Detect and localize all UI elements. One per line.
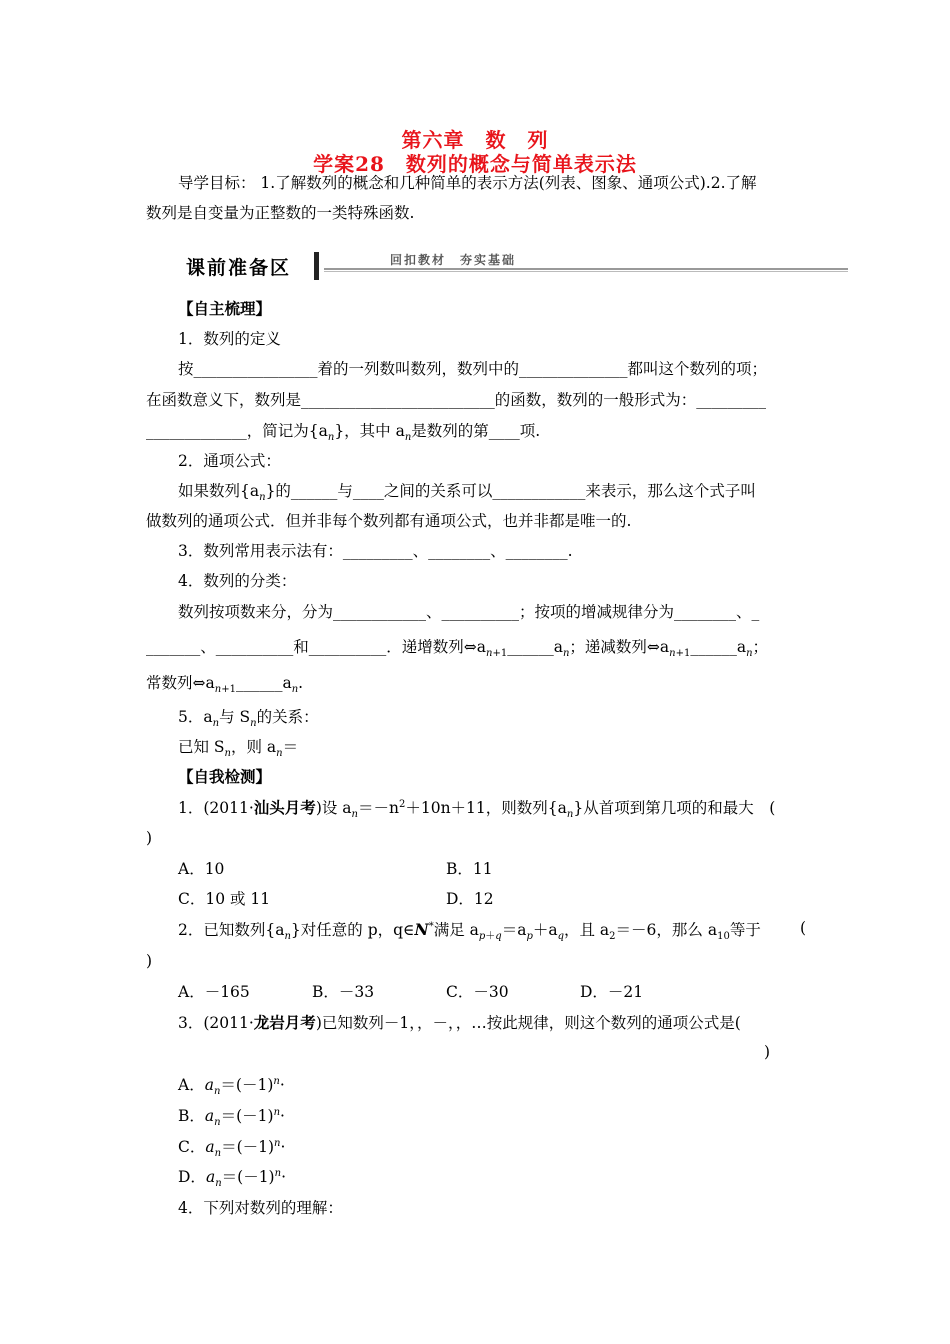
banner-subtitle: 回扣教材 夯实基础: [390, 253, 517, 267]
section-2-line-1: 如果数列$\{a_n\}$的______与____之间的关系可以____________来表示，那么这个式子叫: [178, 482, 756, 504]
section-5-line-1: 已知 $S_n$，则 $a_n=$: [178, 738, 299, 760]
q2-option-a: A．－165: [178, 983, 250, 1001]
question-3-close-paren: ): [764, 1043, 771, 1061]
section-1-line-1: 按________________着的一列数叫数列，数列中的______________都叫这个数列的项；: [178, 360, 768, 378]
banner-rule: [324, 268, 848, 270]
question-1-close-paren: ): [146, 829, 153, 847]
section-5-title: 5．$a_n$与 $S_n$的关系：: [178, 708, 319, 730]
section-3: 3．数列常用表示法有：_________、________、________.: [178, 542, 573, 560]
question-3: 3．(2011·龙岩月考)已知数列－1，，－，，…按此规律，则这个数列的通项公式是(: [178, 1013, 741, 1032]
q1-option-a: A．10: [178, 860, 225, 878]
section-4-line-3: 常数列$\Leftrightarrow a_{n+1}\_\_\_\_\_\_a_n$.: [146, 674, 304, 696]
banner-label: 课前准备区: [186, 257, 292, 279]
q2-option-c: C．－30: [446, 983, 509, 1001]
q3-option-b: B．$a_n=(-1)^n\cdot$: [178, 1106, 285, 1129]
chapter-title: 第六章 数 列: [401, 128, 549, 152]
section-2-title: 2．通项公式：: [178, 452, 281, 470]
section-4-line-2: _______、__________和__________．递增数列$\Leftrightarrow a_{n+1}\_\_\_\_\_\_a_n$；递减数列$\Leftrightarrow a_{n+1}\_\_\_\_\_\_a_n$；: [146, 638, 769, 660]
q2-option-b: B．－33: [312, 983, 375, 1001]
section-1-line-2: 在函数意义下，数列是_________________________的函数，数列的一般形式为：_________: [146, 391, 767, 409]
q3-option-a: A．$a_n=(-1)^n\cdot$: [178, 1075, 285, 1098]
banner-divider: [314, 252, 319, 280]
banner-label-box: [178, 250, 313, 280]
q1-option-c: C．10 或 11: [178, 890, 271, 908]
selftest-heading: 【自我检测】: [178, 767, 272, 786]
question-4: 4．下列对数列的理解：: [178, 1199, 343, 1217]
q1-option-b: B．11: [446, 860, 493, 878]
q2-option-d: D．－21: [580, 983, 644, 1001]
section-4-line-1: 数列按项数来分，分为____________、__________；按项的增减规律分为________、_: [178, 603, 760, 621]
question-2-close-paren: ): [146, 952, 153, 970]
section-banner: [178, 250, 848, 284]
section-1-title: 1．数列的定义: [178, 330, 281, 348]
review-heading: 【自主梳理】: [178, 299, 272, 318]
objectives-line-1: 导学目标： 1.了解数列的概念和几种简单的表示方法(列表、图象、通项公式).2.了解: [178, 174, 757, 192]
banner-rule-thin: [324, 271, 848, 272]
section-2-line-2: 做数列的通项公式．但并非每个数列都有通项公式，也并非都是唯一的.: [146, 512, 632, 530]
question-1: 1．(2011·汕头月考)设 $a_n=-n^2+10n+11$，则数列$\{a_n\}$从首项到第几项的和最大 (: [178, 798, 776, 821]
objectives-line-2: 数列是自变量为正整数的一类特殊函数.: [146, 204, 415, 222]
question-2-open-paren: (: [800, 919, 807, 937]
q3-option-c: C．$a_n=(-1)^n\cdot$: [178, 1137, 286, 1160]
q1-option-d: D．12: [446, 890, 494, 908]
section-1-line-3: _____________，简记为$\{a_n\}$，其中 $a_n$是数列的第____项.: [146, 422, 541, 444]
q3-option-d: D．$a_n=(-1)^n\cdot$: [178, 1167, 286, 1190]
section-4-title: 4．数列的分类：: [178, 572, 297, 590]
question-2: 2．已知数列$\{a_n\}$对任意的 p，q∈N*满足 $a_{p+q}=a_p+a_q$，且 $a_2=-6$，那么 $a_{10}$等于: [178, 920, 761, 943]
case-title: 学案28 数列的概念与简单表示法: [313, 152, 637, 176]
